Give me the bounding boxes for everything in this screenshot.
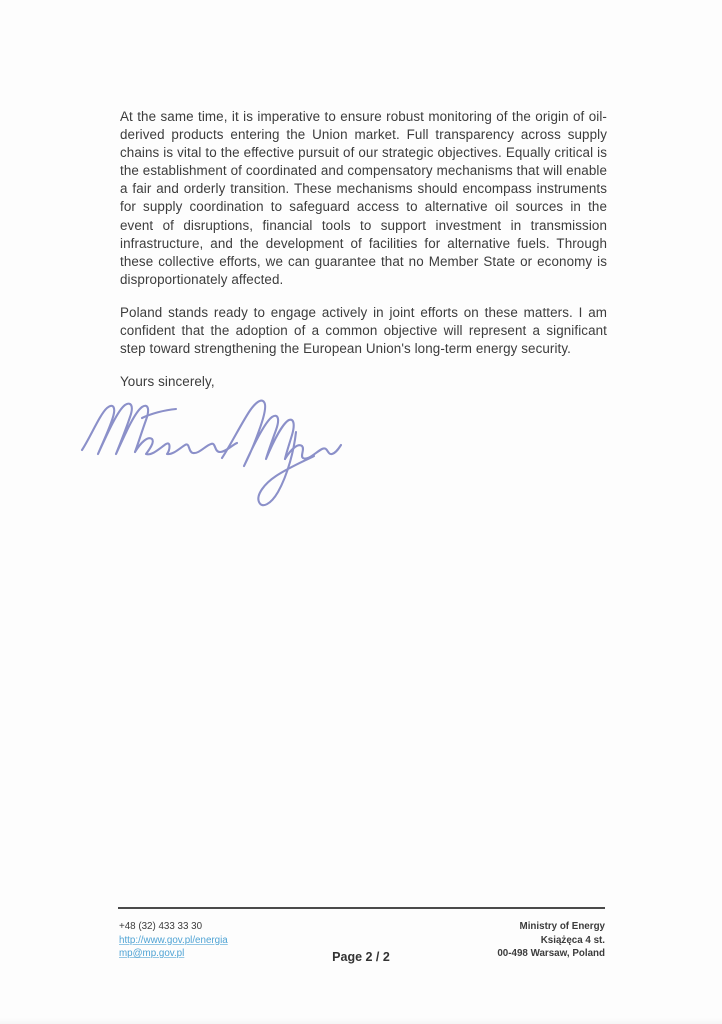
- footer-email-link[interactable]: mp@mp.gov.pl: [119, 948, 185, 959]
- handwritten-signature: [72, 392, 342, 517]
- footer-divider: [118, 907, 605, 909]
- paragraph-monitoring: At the same time, it is imperative to ensure robust monitoring of the origin of oil-derived products entering the Union market. Full transparency across supply chains is vital to the effective pursuit of our strategic objectives. Equally critical is the establishment of coordinated and compensatory mechanisms that will enable a fair and orderly transition. These mechanisms should encompass instruments for supply coordination to safeguard access to alternative oil sources in the event of disruptions, financial tools to support investment in transmission infrastructure, and the development of facilities for alternative fuels. Through these collective efforts, we can guarantee that no Member State or economy is disproportionately affected.: [120, 109, 607, 287]
- page-number: Page 2 / 2: [332, 950, 390, 964]
- letter-body: [120, 108, 607, 406]
- footer-org-name: Ministry of Energy: [519, 921, 605, 932]
- footer-website-link[interactable]: http://www.gov.pl/energia: [119, 934, 228, 946]
- footer-address-city: 00-498 Warsaw, Poland: [497, 948, 605, 959]
- paragraph-poland-ready: Poland stands ready to engage actively in joint efforts on these matters. I am confident that the adoption of a common objective will represent a significant step toward strengthening the European Union's long-term energy security.: [120, 304, 607, 357]
- closing-salutation: Yours sincerely,: [120, 374, 215, 390]
- footer-phone: +48 (32) 433 33 30: [119, 921, 203, 932]
- footer-address-street: Książęca 4 st.: [540, 934, 605, 946]
